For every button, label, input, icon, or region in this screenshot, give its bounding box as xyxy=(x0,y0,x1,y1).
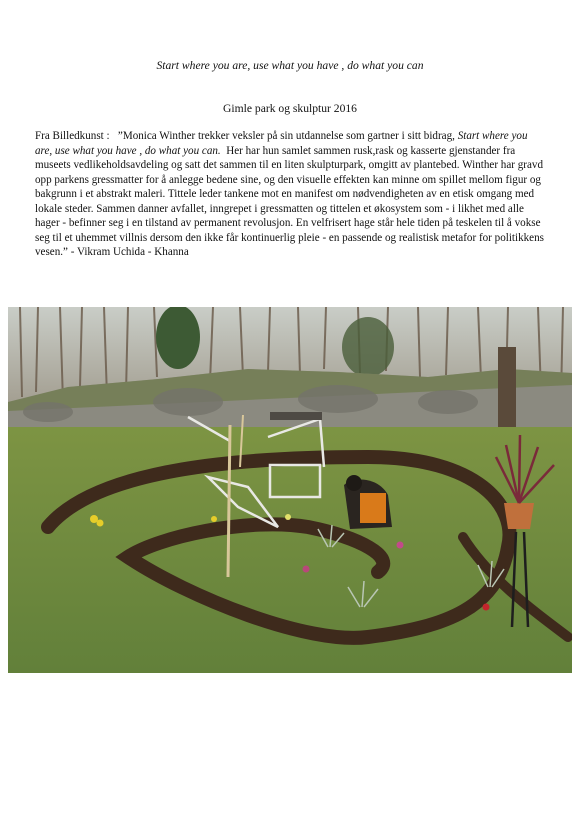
evergreen-tree xyxy=(156,307,200,369)
tree-trunk xyxy=(498,347,516,432)
source-label: Fra Billedkunst : xyxy=(35,130,110,142)
quote-work-title: Start where you are, use what you have , do what you can. xyxy=(35,130,528,157)
evergreen-tree xyxy=(342,317,394,377)
document-title: Gimle park og skulptur 2016 xyxy=(223,102,357,115)
body-paragraph xyxy=(35,129,547,260)
quote-body: Her har hun samlet sammen rusk,rask og kasserte gjenstander fra museets vedlikeholdsavdeling og satt det sammen til en liten skulpturpark, omgitt av plantebed. Winther har gravd opp parkens gressmatter for å anlegge bedene sine, og den visuelle effekten kan minne om spillet mellom figur og bakgrunn i et abstrakt maleri. Tittele leder tankene mot en manifest om nødvendigheten av en etisk omgang med lokale steder. Sammen danner avfallet, inngrepet i gressmatten og tittelen et økosystem som - i likhet med alle hager - befinner seg i en tilstand av permanent revolusjon. En velfrisert hage står hele tiden på teskelen til å vokse seg til et uhemmet villnis dersom den ikke får kontinuerlig pleie - en passende og realistisk metafor for politikkens vesen.” - Vikram Uchida - Khanna xyxy=(35,144,544,258)
epigraph: Start where you are, use what you have , do what you can xyxy=(156,59,424,72)
park-bench xyxy=(270,412,322,420)
quote-opening: ”Monica Winther trekker veksler på sin utdannelse som gartner i sitt bidrag, xyxy=(117,130,455,142)
sculpture-garden-photo xyxy=(8,307,572,673)
